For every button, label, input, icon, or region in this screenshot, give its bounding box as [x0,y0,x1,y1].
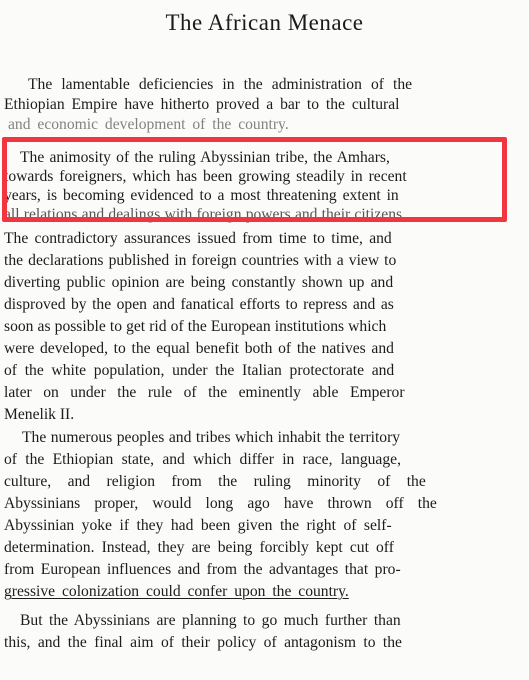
text-line: Ethiopian Empire have hitherto proved a bar to the cultural [4,96,400,113]
highlight-rectangle [2,137,507,222]
text-line: The numerous peoples and tribes which inhabit the territory [22,429,401,446]
text-line: of the Ethiopian state, and which differ in race, language, [4,451,401,468]
text-line: Menelik II. [4,406,75,423]
text-line: But the Abyssinians are planning to go much further than [20,612,401,629]
text-line: all relations and dealings with foreign powers and their citizens. [4,206,406,223]
text-line: this, and the final aim of their policy of antagonism to the [4,634,402,651]
text-line: from European influences and from the advantages that pro- [4,561,401,578]
text-line: The animosity of the ruling Abyssinian tribe, the Amhars, [20,149,390,166]
text-line: diverting public opinion are being constantly shown up and [4,274,394,291]
page-title: The African Menace [165,10,364,35]
text-line: and economic development of the country. [8,116,289,133]
text-line: Abyssinian yoke if they had been given the right of self- [4,517,392,534]
underlined-text-line: gressive colonization could confer upon the country. [4,583,349,600]
text-line: culture, and religion from the ruling minority of the [4,473,426,490]
text-line: Abyssinians proper, would long ago have thrown off the [4,495,437,512]
text-line: years, is becoming evidenced to a most threatening extent in [4,187,399,204]
text-line: determination. Instead, they are being forcibly kept cut off [4,539,394,556]
text-line: soon as possible to get rid of the European institutions which [4,318,387,335]
text-line: were developed, to the equal benefit both of the natives and [4,340,394,357]
text-line: disproved by the open and fanatical efforts to repress and as [4,296,394,313]
text-line: The lamentable deficiencies in the administration of the [28,76,413,93]
text-line: towards foreigners, which has been growing steadily in recent [4,168,407,185]
text-line: the declarations published in foreign countries with a view to [4,252,397,269]
text-line: of the white population, under the Italian protectorate and [4,362,395,379]
text-line: later on under the rule of the eminently able Emperor [4,384,405,401]
text-line: The contradictory assurances issued from time to time, and [4,230,392,247]
